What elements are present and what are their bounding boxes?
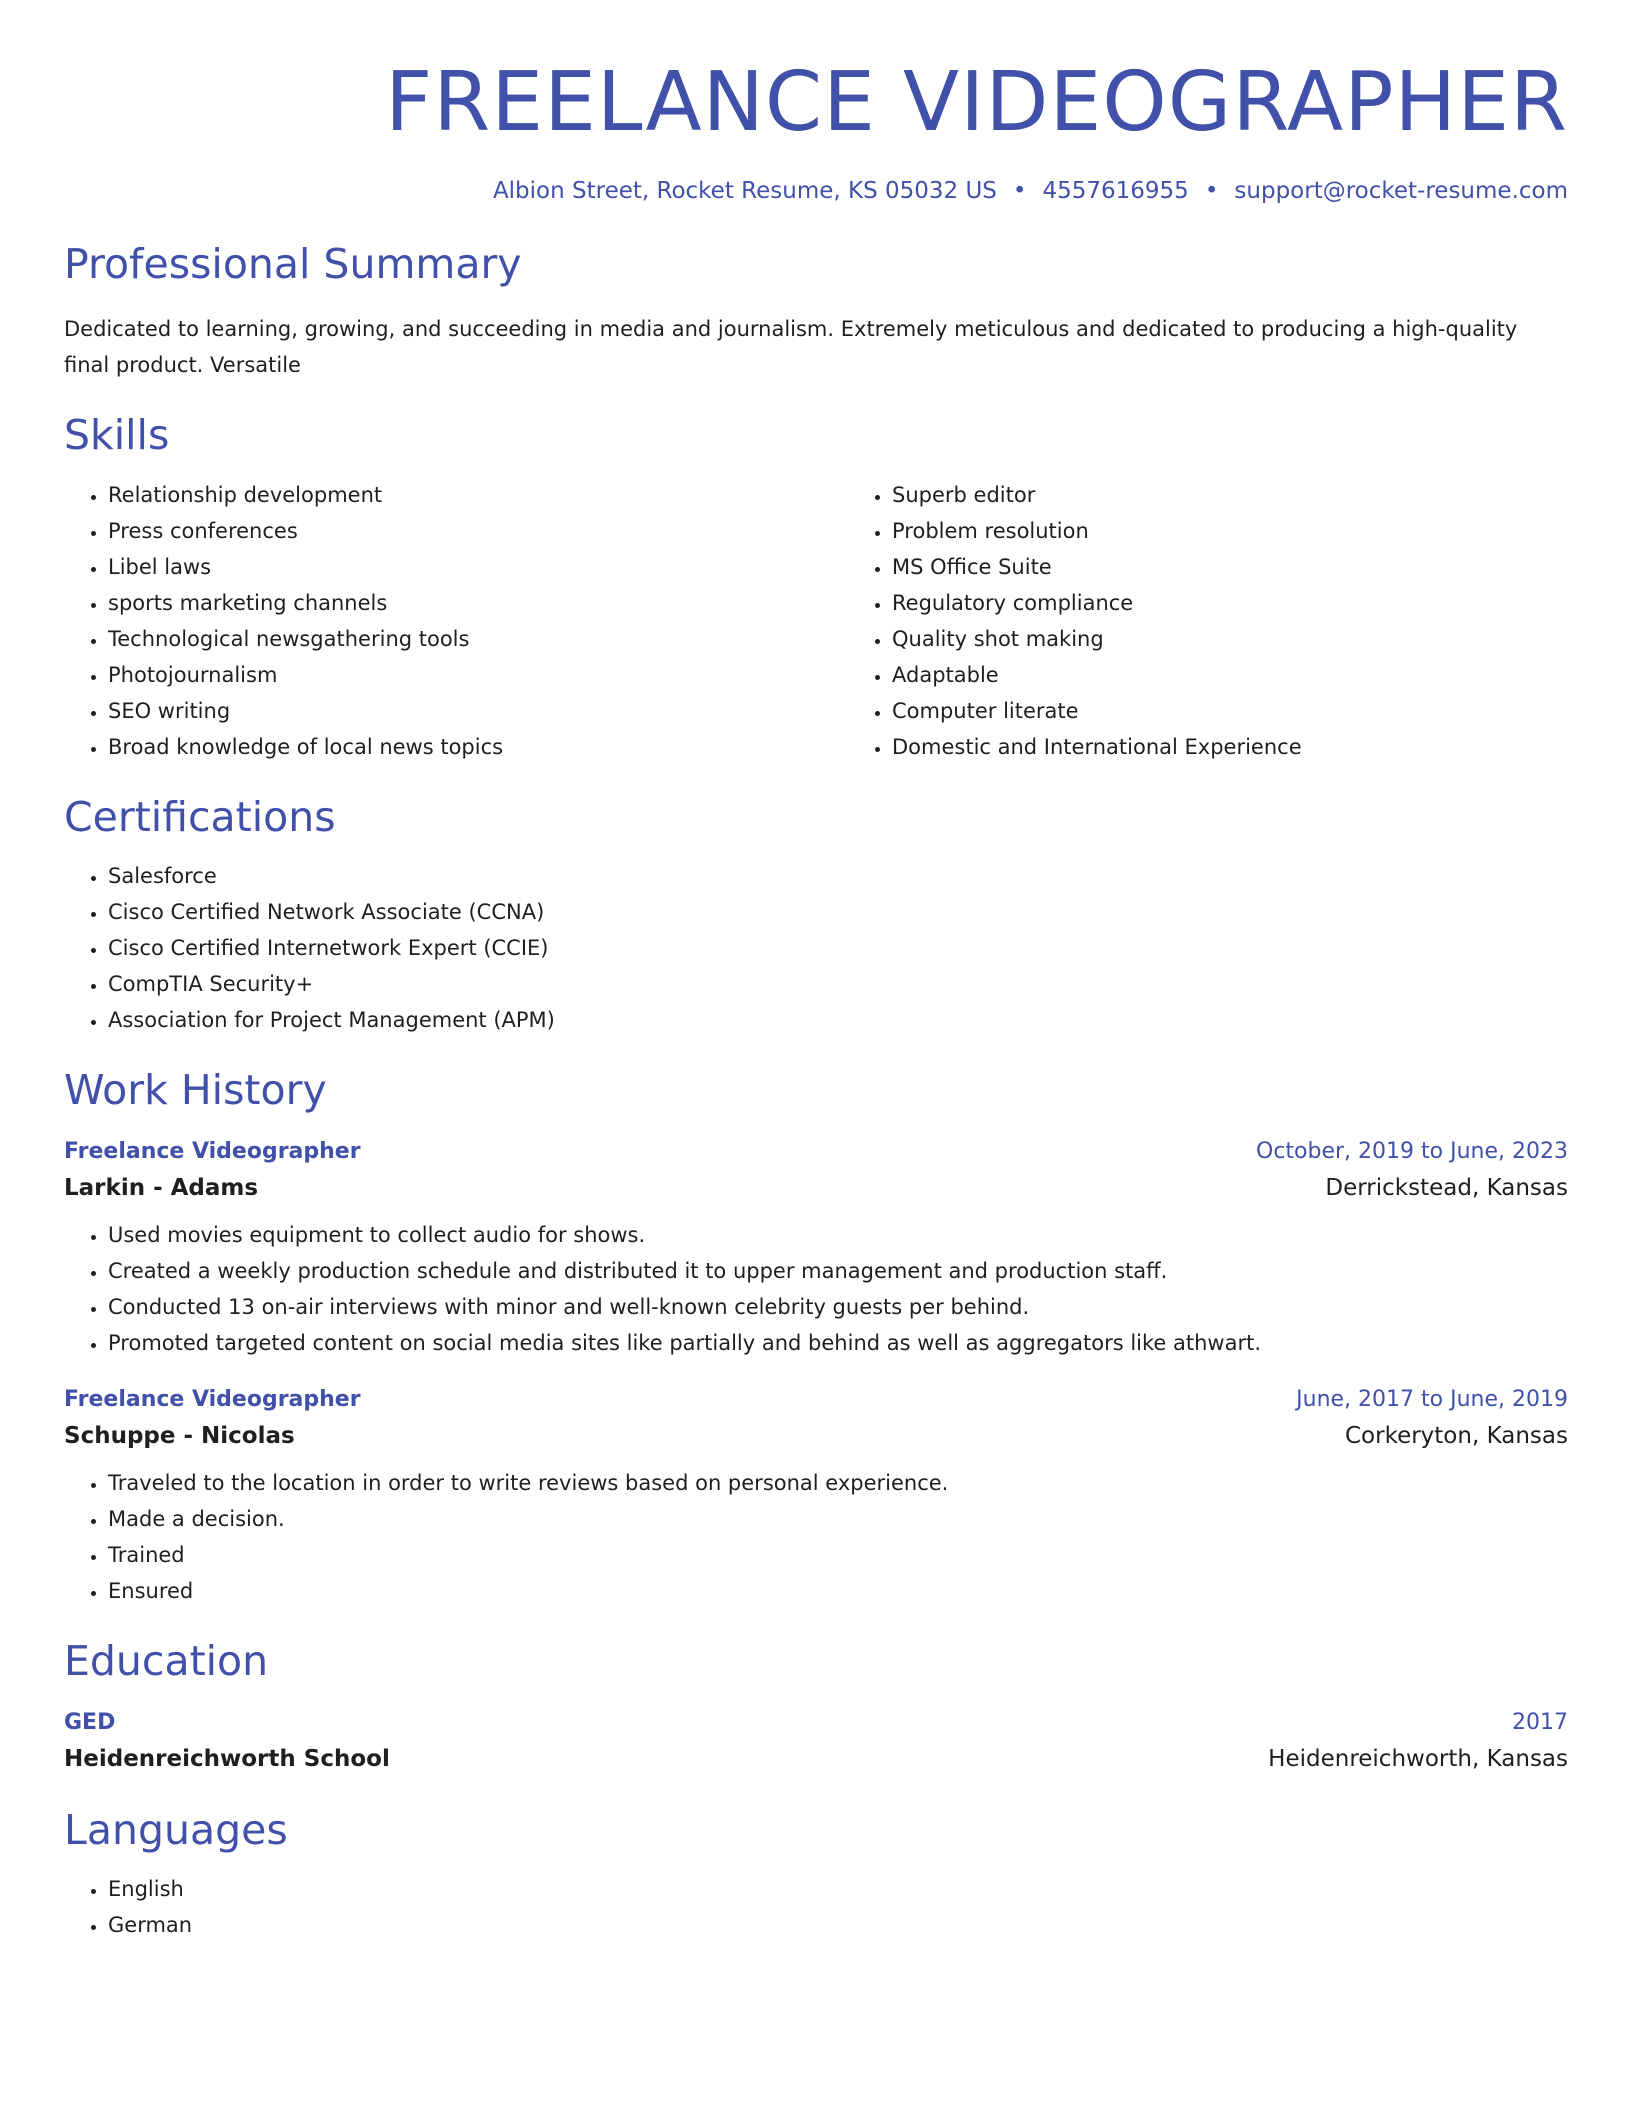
- skills-section: [64, 411, 1568, 764]
- skills-list-left: [64, 477, 848, 765]
- job-header: [64, 1135, 1568, 1169]
- list-item: • SEO writing: [108, 693, 848, 729]
- contact-line: [64, 178, 1568, 204]
- languages-list: [64, 1871, 1568, 1943]
- list-item: • Quality shot making: [892, 621, 1632, 657]
- education-location: Heidenreichworth, Kansas: [1268, 1746, 1568, 1773]
- job-dates: June, 2017 to June, 2019: [1296, 1386, 1568, 1412]
- skills-list-right: [848, 477, 1632, 765]
- job-title: Freelance Videographer: [64, 1138, 361, 1164]
- job-entry: [64, 1135, 1568, 1361]
- list-item: • Photojournalism: [108, 657, 848, 693]
- list-item: • MS Office Suite: [892, 549, 1632, 585]
- certifications-section: [64, 793, 1568, 1038]
- summary-heading: Professional Summary: [64, 240, 522, 289]
- list-item: • Problem resolution: [892, 513, 1632, 549]
- list-item: • Adaptable: [892, 657, 1632, 693]
- job-header: [64, 1383, 1568, 1417]
- job-subheader: [64, 1169, 1568, 1207]
- list-item: • Broad knowledge of local news topics: [108, 729, 848, 765]
- contact-address: Albion Street, Rocket Resume, KS 05032 US: [492, 178, 997, 205]
- work-history-heading: Work History: [64, 1065, 327, 1114]
- list-item: • Traveled to the location in order to write reviews based on personal experience.: [108, 1465, 1568, 1501]
- list-item: • Superb editor: [892, 477, 1632, 513]
- summary-text: Dedicated to learning, growing, and succeeding in media and journalism. Extremely meticulous and dedicated to producing a high-quality final product. Versatile: [64, 317, 1518, 378]
- list-item: • English: [108, 1871, 1568, 1907]
- education-heading: Education: [64, 1636, 269, 1685]
- education-degree: GED: [64, 1710, 116, 1736]
- list-item: • CompTIA Security+: [108, 966, 1568, 1002]
- work-history-section: [64, 1066, 1568, 1609]
- list-item: • Used movies equipment to collect audio for shows.: [108, 1217, 1568, 1253]
- job-entry: [64, 1383, 1568, 1609]
- languages-heading: Languages: [64, 1806, 288, 1855]
- skills-heading: Skills: [64, 411, 170, 460]
- separator-dot: •: [1204, 178, 1219, 205]
- job-bullets: [64, 1217, 1568, 1361]
- job-subheader: [64, 1417, 1568, 1455]
- list-item: • Relationship development: [108, 477, 848, 513]
- job-title: Freelance Videographer: [64, 1386, 361, 1412]
- list-item: • Association for Project Management (APM): [108, 1002, 1568, 1038]
- contact-phone: 4557616955: [1042, 178, 1189, 205]
- certifications-heading: Certifications: [64, 792, 336, 841]
- contact-email: support@rocket-resume.com: [1234, 178, 1568, 205]
- separator-dot: •: [1012, 178, 1027, 205]
- list-item: • Salesforce: [108, 858, 1568, 894]
- job-location: Corkeryton, Kansas: [1344, 1422, 1568, 1449]
- education-section: [64, 1637, 1568, 1778]
- list-item: • Promoted targeted content on social media sites like partially and behind as well as aggregators like athwart.: [108, 1325, 1568, 1361]
- education-subheader: [64, 1740, 1568, 1778]
- list-item: • Cisco Certified Internetwork Expert (CCIE): [108, 930, 1568, 966]
- job-dates: October, 2019 to June, 2023: [1256, 1138, 1568, 1164]
- list-item: • Cisco Certified Network Associate (CCNA): [108, 894, 1568, 930]
- job-company: Schuppe - Nicolas: [64, 1422, 295, 1449]
- education-header: [64, 1706, 1568, 1740]
- education-school: Heidenreichworth School: [64, 1746, 390, 1773]
- list-item: • Conducted 13 on-air interviews with minor and well-known celebrity guests per behind.: [108, 1289, 1568, 1325]
- list-item: • sports marketing channels: [108, 585, 848, 621]
- skills-columns: [64, 477, 1568, 765]
- list-item: • Created a weekly production schedule and distributed it to upper management and production staff.: [108, 1253, 1568, 1289]
- job-company: Larkin - Adams: [64, 1174, 259, 1201]
- list-item: • Libel laws: [108, 549, 848, 585]
- list-item: • German: [108, 1907, 1568, 1943]
- list-item: • Technological newsgathering tools: [108, 621, 848, 657]
- resume-title: FREELANCE VIDEOGRAPHER: [385, 55, 1568, 150]
- list-item: • Domestic and International Experience: [892, 729, 1632, 765]
- list-item: • Regulatory compliance: [892, 585, 1632, 621]
- list-item: • Made a decision.: [108, 1501, 1568, 1537]
- list-item: • Trained: [108, 1537, 1568, 1573]
- certifications-list: [64, 858, 1568, 1038]
- job-location: Derrickstead, Kansas: [1325, 1174, 1568, 1201]
- list-item: • Computer literate: [892, 693, 1632, 729]
- education-year: 2017: [1512, 1710, 1568, 1736]
- list-item: • Ensured: [108, 1573, 1568, 1609]
- job-bullets: [64, 1465, 1568, 1609]
- languages-section: [64, 1806, 1568, 1943]
- list-item: • Press conferences: [108, 513, 848, 549]
